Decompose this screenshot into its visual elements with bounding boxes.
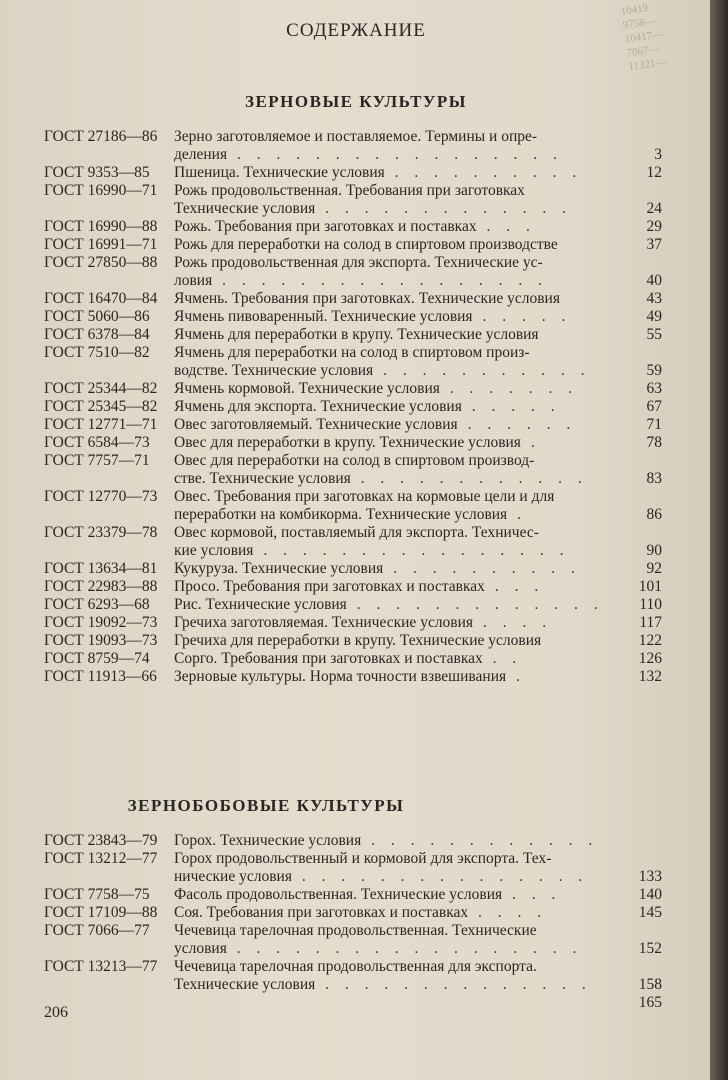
entry-title-line <box>174 146 620 164</box>
entry-title-line <box>174 272 620 290</box>
toc-entry <box>44 218 662 236</box>
entry-title-line <box>174 958 620 976</box>
entry-title-line <box>174 488 620 506</box>
entry-title-text: Ячмень. Требования при заготовках. Технические условия <box>174 290 560 307</box>
toc-entry <box>44 308 662 326</box>
entry-title <box>174 452 620 488</box>
toc-entry <box>44 560 662 578</box>
entry-title-text: переработки на комбикорма. Технические условия <box>174 506 508 523</box>
page-folio-number: 206 <box>44 1004 68 1021</box>
page-number: 145 <box>638 904 662 921</box>
entry-title-line <box>174 650 620 668</box>
entry-title-text: Гречиха заготовляемая. Технические условия <box>174 614 474 631</box>
entry-title-text: Кукуруза. Технические условия <box>174 560 384 577</box>
entry-title-line <box>174 632 620 650</box>
entry-title-line <box>174 326 620 344</box>
entry-title-line <box>174 290 620 308</box>
page-number: 63 <box>646 380 662 397</box>
toc-entry <box>44 254 662 290</box>
page-number: 49 <box>646 308 662 325</box>
gost-code: ГОСТ 6584—73 <box>44 434 150 451</box>
leader-dots: . . . . . <box>472 308 572 325</box>
entry-title-line <box>174 416 620 434</box>
toc-entry <box>44 904 662 922</box>
contents-title: СОДЕРЖАНИЕ <box>286 20 426 41</box>
gost-code: ГОСТ 17109—88 <box>44 904 158 921</box>
leader-dots: . . . . . . . . . . . . . . . <box>291 868 589 885</box>
gost-code: ГОСТ 7066—77 <box>44 922 150 939</box>
entry-title <box>174 578 620 596</box>
gost-code: ГОСТ 13634—81 <box>44 560 158 577</box>
page-number: 158 <box>638 976 662 993</box>
entry-title <box>174 560 620 578</box>
entry-title-text: ловия <box>174 272 213 289</box>
entry-title-line <box>174 614 620 632</box>
page-number: 86 <box>646 506 662 523</box>
contents-list-legumes <box>44 832 662 1012</box>
entry-title <box>174 128 620 164</box>
leader-dots: . . . . . . . . . . . . . . . . . <box>227 146 563 163</box>
entry-title-line <box>174 542 620 560</box>
toc-entry <box>44 452 662 488</box>
gost-code: ГОСТ 19093—73 <box>44 632 158 649</box>
entry-title-text: Овес кормовой, поставляемый для экспорта. Техничес- <box>174 524 539 541</box>
gost-code: ГОСТ 16470—84 <box>44 290 158 307</box>
leader-dots: . . . . . . . <box>439 380 579 397</box>
leader-dots: . . . <box>484 578 545 595</box>
toc-entry <box>44 488 662 524</box>
section-title-cereals: ЗЕРНОВЫЕ КУЛЬТУРЫ <box>244 92 467 111</box>
leader-dots: . . <box>482 650 523 667</box>
page-number: 37 <box>646 236 662 253</box>
leader-dots: . . . . . . . . . . . . . . . . . <box>212 272 548 289</box>
leader-dots: . . . . . . . . . . . . . . . . <box>253 542 570 559</box>
leader-dots: . <box>507 506 527 523</box>
bleed-line: 11321— <box>627 56 668 74</box>
entry-title-line <box>174 596 620 614</box>
leader-dots: . . . . . . <box>457 416 577 433</box>
page-number: 92 <box>646 560 662 577</box>
toc-entry <box>44 958 662 994</box>
entry-title <box>174 398 620 416</box>
entry-title-line <box>174 506 620 524</box>
toc-entry <box>44 236 662 254</box>
entry-title <box>174 524 620 560</box>
gost-code: ГОСТ 12770—73 <box>44 488 158 505</box>
toc-entry <box>44 128 662 164</box>
entry-title <box>174 236 620 254</box>
page-number: 59 <box>646 362 662 379</box>
toc-entry <box>44 290 662 308</box>
gost-code: ГОСТ 25345—82 <box>44 398 158 415</box>
entry-title-line <box>174 922 620 940</box>
entry-title-text: Ячмень для переработки на солод в спиртовом произ- <box>174 344 530 361</box>
toc-entry <box>44 614 662 632</box>
entry-title-line <box>174 850 620 868</box>
leader-dots: . <box>506 668 526 685</box>
entry-title <box>174 164 620 182</box>
page-number: 152 <box>638 940 662 957</box>
gost-code: ГОСТ 19092—73 <box>44 614 158 631</box>
entry-title-text: Ячмень для экспорта. Технические условия <box>174 398 462 415</box>
entry-title <box>174 614 620 632</box>
entry-title-line <box>174 200 620 218</box>
entry-title <box>174 650 620 668</box>
toc-entry <box>44 832 662 850</box>
bleed-line: 7067— <box>625 42 661 60</box>
gost-code: ГОСТ 8759—74 <box>44 650 150 667</box>
page-number: 67 <box>646 398 662 415</box>
entry-title-line <box>174 470 620 488</box>
entry-title-text: Сорго. Требования при заготовках и поставках <box>174 650 483 667</box>
entry-title-line <box>174 308 620 326</box>
entry-title <box>174 668 620 686</box>
gost-code: ГОСТ 16990—71 <box>44 182 158 199</box>
entry-title <box>174 344 620 380</box>
entry-title-text: Овес для переработки в крупу. Технические условия <box>174 434 521 451</box>
entry-title-text: Зерно заготовляемое и поставляемое. Термины и опре- <box>174 128 538 145</box>
entry-title-line <box>174 560 620 578</box>
leader-dots: . . . . . . . . . . . . . <box>346 596 604 613</box>
entry-title-line <box>174 452 620 470</box>
entry-title <box>174 886 620 904</box>
entry-title-text: Технические условия <box>174 976 316 993</box>
entry-title-line <box>174 380 620 398</box>
leader-dots: . . . . . . . . . . . . . <box>315 200 573 217</box>
entry-title-line <box>174 218 620 236</box>
entry-title <box>174 308 620 326</box>
gost-code: ГОСТ 25344—82 <box>44 380 158 397</box>
page-number: 140 <box>638 886 662 903</box>
leader-dots: . . . . . . . . . . . <box>373 362 591 379</box>
page-number: 122 <box>638 632 662 649</box>
page-number: 117 <box>639 614 662 631</box>
gost-code: ГОСТ 11913—66 <box>44 668 157 685</box>
entry-title-text: Овес. Требования при заготовках на кормовые цели и для <box>174 488 555 505</box>
gost-code: ГОСТ 5060—86 <box>44 308 150 325</box>
gost-code: ГОСТ 7510—82 <box>44 344 150 361</box>
entry-title-text: Ячмень кормовой. Технические условия <box>174 380 440 397</box>
gost-code: ГОСТ 12771—71 <box>44 416 158 433</box>
page-number: 165 <box>638 994 662 1011</box>
toc-entry <box>44 886 662 904</box>
entry-title-line <box>174 886 620 904</box>
entry-title-text: Рожь продовольственная для экспорта. Технические ус- <box>174 254 543 271</box>
entry-title-text: стве. Технические условия <box>174 470 351 487</box>
page-number: 110 <box>639 596 662 613</box>
entry-title-text: Фасоль продовольственная. Технические условия <box>174 886 503 903</box>
gost-code: ГОСТ 16991—71 <box>44 236 158 253</box>
entry-title-text: нические условия <box>174 868 292 885</box>
toc-entry <box>44 922 662 958</box>
entry-title <box>174 416 620 434</box>
entry-title-text: Просо. Требования при заготовках и поставках <box>174 578 485 595</box>
entry-title-text: Гречиха для переработки в крупу. Технические условия <box>174 632 542 649</box>
toc-entry <box>44 416 662 434</box>
leader-dots: . . . . . . . . . . . . <box>350 470 588 487</box>
leader-dots: . . . . . . . . . . . . . . <box>315 976 592 993</box>
entry-title-line <box>174 868 620 886</box>
entry-title <box>174 850 620 886</box>
entry-title <box>174 434 620 452</box>
bleed-line: 10417— <box>623 28 664 46</box>
leader-dots: . . . . . . . . . . <box>383 560 581 577</box>
entry-title <box>174 326 620 344</box>
gost-code: ГОСТ 7758—75 <box>44 886 150 903</box>
entry-title-text: Ячмень для переработки в крупу. Технические условия <box>174 326 539 343</box>
entry-title-text: Горох. Технические условия <box>174 832 362 849</box>
page-number: 55 <box>646 326 662 343</box>
entry-title-line <box>174 904 620 922</box>
entry-title <box>174 958 620 994</box>
toc-entry <box>44 380 662 398</box>
page-number: 12 <box>646 164 662 181</box>
entry-title-text: Ячмень пивоваренный. Технические условия <box>174 308 473 325</box>
leader-dots: . . . . <box>473 614 553 631</box>
gost-code: ГОСТ 13213—77 <box>44 958 158 975</box>
toc-entry <box>44 668 662 686</box>
book-spine-edge <box>710 0 728 1080</box>
entry-title-line <box>174 182 620 200</box>
entry-title <box>174 182 620 218</box>
gost-code: ГОСТ 27186—86 <box>44 128 158 145</box>
entry-title-text: Рожь для переработки на солод в спиртовом производстве <box>174 236 558 253</box>
gost-code: ГОСТ 22983—88 <box>44 578 158 595</box>
page-number: 43 <box>646 290 662 307</box>
toc-entry <box>44 596 662 614</box>
entry-title <box>174 632 620 650</box>
page-number: 90 <box>646 542 662 559</box>
page-number: 126 <box>638 650 662 667</box>
gost-code: ГОСТ 13212—77 <box>44 850 158 867</box>
entry-title-text: Технические условия <box>174 200 316 217</box>
entry-title-text: Рожь продовольственная. Требования при заготовках <box>174 182 525 199</box>
entry-title-text: кие условия <box>174 542 254 559</box>
page-number: 83 <box>646 470 662 487</box>
entry-title-text: Горох продовольственный и кормовой для экспорта. Тех- <box>174 850 552 867</box>
entry-title-line <box>174 578 620 596</box>
entry-title-text: Соя. Требования при заготовках и поставках <box>174 904 469 921</box>
entry-title <box>174 380 620 398</box>
entry-title <box>174 488 620 524</box>
gost-code: ГОСТ 27850—88 <box>44 254 158 271</box>
page-number: 101 <box>638 578 662 595</box>
entry-title-text: Рожь. Требования при заготовках и поставках <box>174 218 477 235</box>
contents-list-cereals <box>44 128 662 686</box>
gost-code: ГОСТ 16990—88 <box>44 218 158 235</box>
gost-code: ГОСТ 7757—71 <box>44 452 150 469</box>
entry-title-text: условия <box>174 940 227 957</box>
gost-code: ГОСТ 6378—84 <box>44 326 150 343</box>
entry-title-line <box>174 668 620 686</box>
leader-dots: . . . . . . . . . . . . <box>361 832 599 849</box>
entry-title-line <box>174 236 620 254</box>
entry-title <box>174 290 620 308</box>
entry-title-line <box>174 832 620 850</box>
entry-title-line <box>174 362 620 380</box>
page-number: 3 <box>654 146 662 163</box>
gost-code: ГОСТ 23843—79 <box>44 832 158 849</box>
page-number: 78 <box>646 434 662 451</box>
leader-dots: . <box>520 434 541 451</box>
leader-dots: . . . . . . . . . . <box>384 164 583 181</box>
gost-code: ГОСТ 9353—85 <box>44 164 150 181</box>
entry-title <box>174 904 620 922</box>
toc-entry <box>44 650 662 668</box>
toc-entry <box>44 434 662 452</box>
entry-title <box>174 254 620 290</box>
entry-title-line <box>174 344 620 362</box>
entry-title <box>174 218 620 236</box>
toc-entry <box>44 578 662 596</box>
entry-title-text: Чечевица тарелочная продовольственная. Технические <box>174 922 537 939</box>
entry-title-line <box>174 164 620 182</box>
entry-title-text: Овес заготовляемый. Технические условия <box>174 416 458 433</box>
entry-title-line <box>174 128 620 146</box>
entry-title-line <box>174 940 620 958</box>
toc-entry <box>44 632 662 650</box>
leader-dots: . . . . <box>468 904 548 921</box>
leader-dots: . . . <box>476 218 536 235</box>
leader-dots: . . . <box>502 886 562 903</box>
bleed-line: 10419 <box>619 2 649 18</box>
entry-title <box>174 922 620 958</box>
page-number: 132 <box>638 668 662 685</box>
leader-dots: . . . . . <box>461 398 561 415</box>
toc-trailing-row <box>44 994 662 1012</box>
page-number: 133 <box>638 868 662 885</box>
leader-dots: . . . . . . . . . . . . . . . . . . <box>226 940 583 957</box>
section-title-legumes: ЗЕРНОБОБОВЫЕ КУЛЬТУРЫ <box>127 796 405 815</box>
gost-code: ГОСТ 23379—78 <box>44 524 158 541</box>
toc-entry <box>44 398 662 416</box>
entry-title-text: водстве. Технические условия <box>174 362 374 379</box>
toc-entry <box>44 850 662 886</box>
entry-title-text: Овес для переработки на солод в спиртовом производ- <box>174 452 535 469</box>
toc-entry <box>44 326 662 344</box>
entry-title-line <box>174 976 620 994</box>
entry-title-text: Рис. Технические условия <box>174 596 347 613</box>
entry-title-text: деления <box>174 146 228 163</box>
toc-entry <box>44 524 662 560</box>
entry-title <box>174 832 620 850</box>
entry-title-text: Зерновые культуры. Норма точности взвешивания <box>174 668 507 685</box>
toc-entry <box>44 344 662 380</box>
page-number: 24 <box>646 200 662 217</box>
page-number: 29 <box>646 218 662 235</box>
page-number: 40 <box>646 272 662 289</box>
entry-title-text: Пшеница. Технические условия <box>174 164 385 181</box>
toc-entry <box>44 164 662 182</box>
gost-code: ГОСТ 6293—68 <box>44 596 150 613</box>
bleed-line: 9758— <box>621 15 657 32</box>
entry-title-line <box>174 434 620 452</box>
page-number: 71 <box>646 416 662 433</box>
toc-entry <box>44 182 662 218</box>
entry-title-line <box>174 398 620 416</box>
entry-title <box>174 596 620 614</box>
entry-title-line <box>174 524 620 542</box>
entry-title-text: Чечевица тарелочная продовольственная для экспорта. <box>174 958 537 975</box>
entry-title-line <box>174 254 620 272</box>
